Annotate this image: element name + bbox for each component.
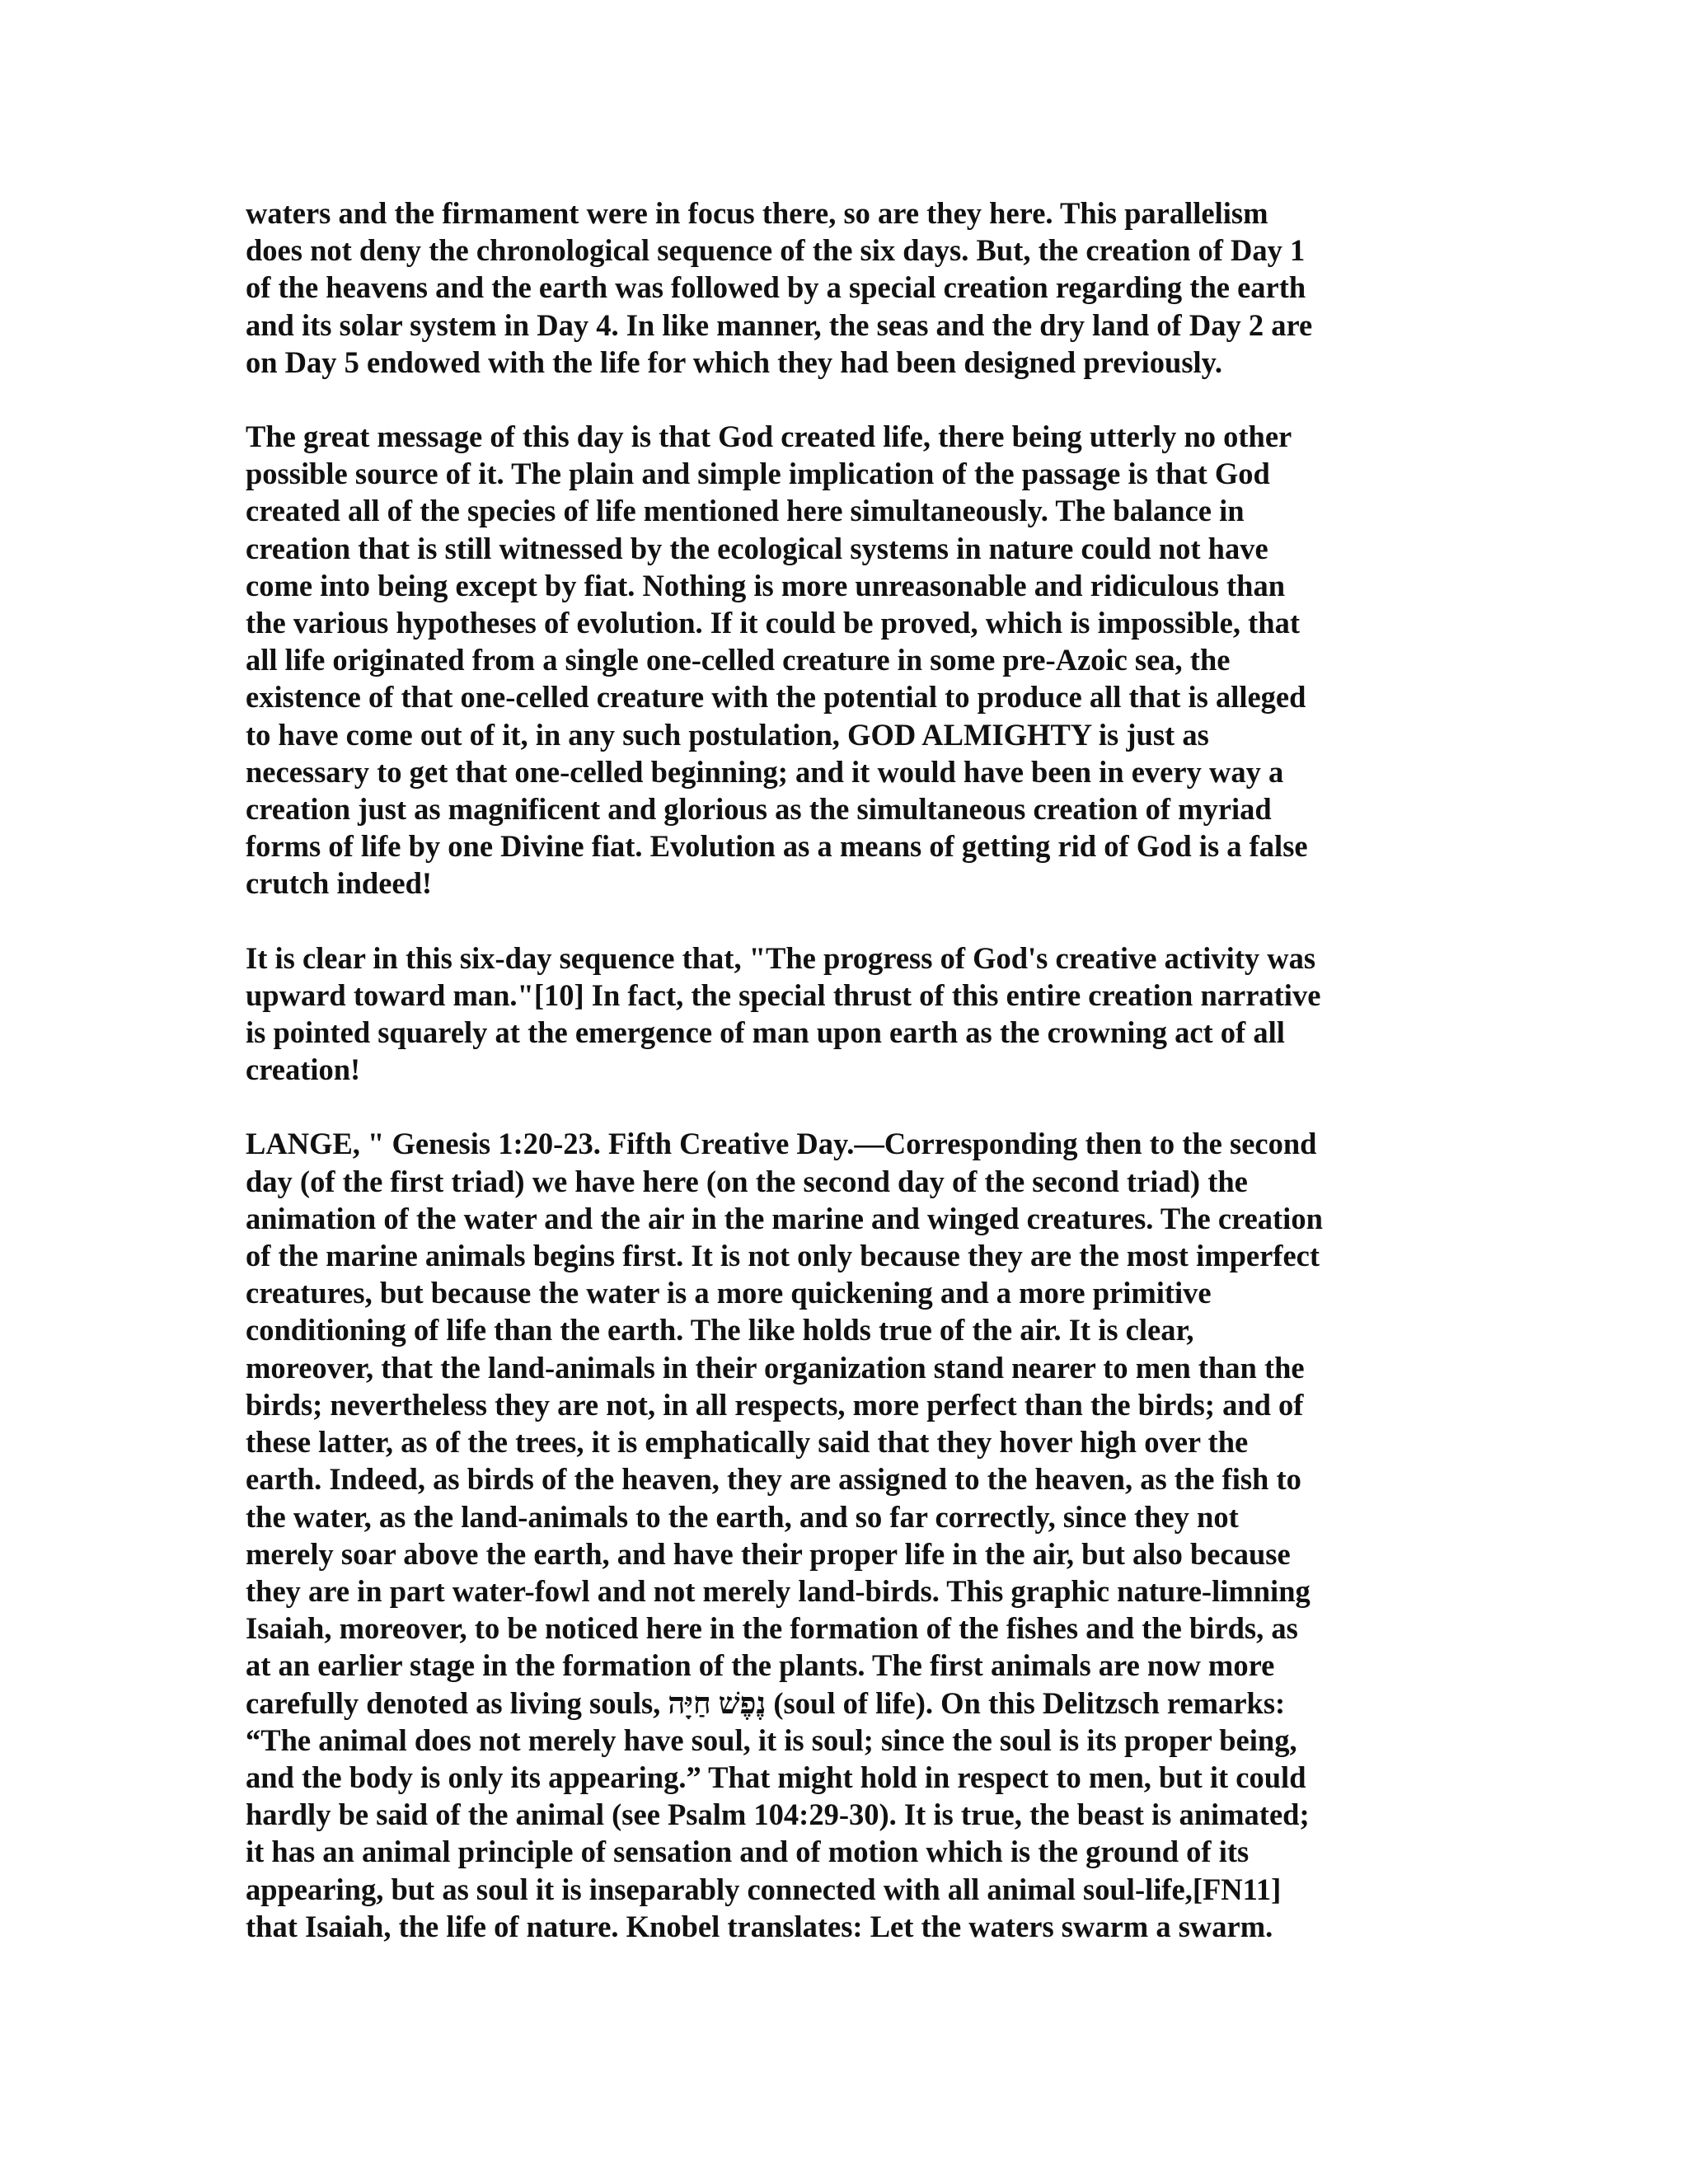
document-body xyxy=(246,194,1449,1982)
paragraph-lange-commentary: LANGE, " Genesis 1:20-23. Fifth Creative Day.—Corresponding then to the second day (of the first triad) we have here (on the second day of the second triad) the animation of the water and the air in the marine and winged creatures. The creation of the marine animals begins first. It is not only because they are the most imperfect creatures, but because the water is a more quickening and a more primitive conditioning of life than the earth. The like holds true of the air. It is clear, moreover, that the land-animals in their organization stand nearer to men than the birds; nevertheless they are not, in all respects, more perfect than the birds; and of these latter, as of the trees, it is emphatically said that they hover high over the earth. Indeed, as birds of the heaven, they are assigned to the heaven, as the fish to the water, as the land-animals to the earth, and so far correctly, since they not merely soar above the earth, and have their proper life in the air, but also because they are in part water-fowl and not merely land-birds. This graphic nature-limning Isaiah, moreover, to be noticed here in the formation of the fishes and the birds, as at an earlier stage in the formation of the plants. The first animals are now more carefully denoted as living souls, נֶפֶשׁ חַיָּה (soul of life). On this Delitzsch remarks: “The animal does not merely have soul, it is soul; since the soul is its proper being, and the body is only its appearing.” That might hold in respect to men, but it could hardly be said of the animal (see Psalm 104:29-30). It is true, the beast is animated; it has an animal principle of sensation and of motion which is the ground of its appearing, but as soul it is inseparably connected with all animal soul-life,[FN11] that Isaiah, the life of nature. Knobel translates: Let the waters swarm a swarm. xyxy=(246,1127,1323,1943)
paragraph-day5-parallelism: waters and the firmament were in focus there, so are they here. This parallelism does not deny the chronological sequence of the six days. But, the creation of Day 1 of the heavens and the earth was followed by a special creation regarding the earth and its solar system in Day 4. In like manner, the seas and the dry land of Day 2 are on Day 5 endowed with the life for which they had been designed previously. xyxy=(246,196,1313,379)
paragraph-creation-of-life: The great message of this day is that God created life, there being utterly no other possible source of it. The plain and simple implication of the passage is that God created all of the species of life mentioned here simultaneously. The balance in creation that is still witnessed by the ecological systems in nature could not have come into being except by fiat. Nothing is more unreasonable and ridiculous than the various hypotheses of evolution. If it could be proved, which is impossible, that all life originated from a single one-celled creature in some pre-Azoic sea, the existence of that one-celled creature with the potential to produce all that is alleged to have come out of it, in any such postulation, GOD ALMIGHTY is just as necessary to get that one-celled beginning; and it would have been in every way a creation just as magnificent and glorious as the simultaneous creation of myriad forms of life by one Divine fiat. Evolution as a means of getting rid of God is a false crutch indeed! xyxy=(246,419,1308,901)
paragraph-upward-toward-man: It is clear in this six-day sequence that, "The progress of God's creative activity was upward toward man."[10] In fact, the special thrust of this entire creation narrative is pointed squarely at the emergence of man upon earth as the crowning act of all creation! xyxy=(246,940,1321,1087)
